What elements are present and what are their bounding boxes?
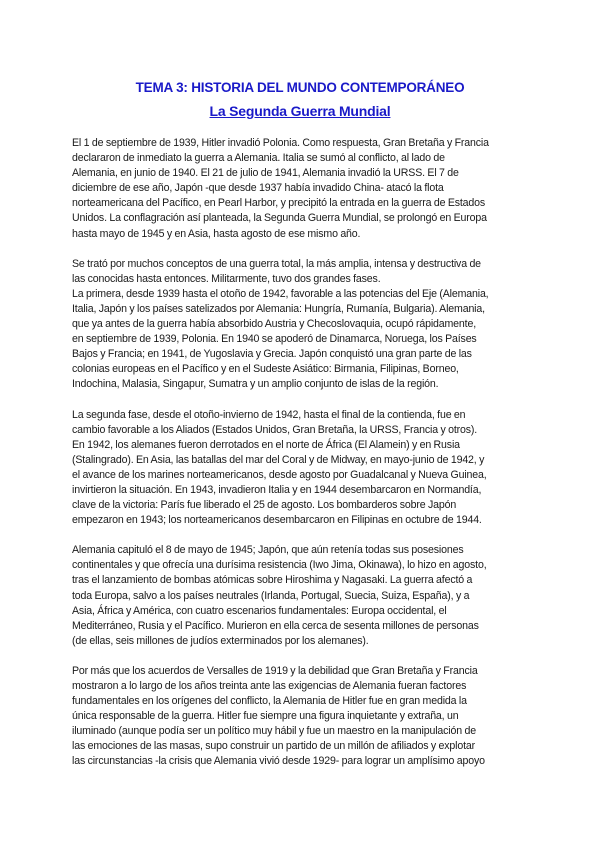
text-line: Asia, África y América, con cuatro escenarios fundamentales: Europa occidental, el (72, 604, 447, 617)
text-line: (Stalingrado). En Asia, las batallas del mar del Coral y de Midway, en mayo-junio de 1942, y (72, 453, 485, 466)
text-line: norteamericana del Pacífico, en Pearl Harbor, y precipitó la entrada en la guerra de Estados (72, 197, 486, 210)
page-title: TEMA 3: HISTORIA DEL MUNDO CONTEMPORÁNEO (135, 80, 465, 95)
text-line: La primera, desde 1939 hasta el otoño de 1942, favorable a las potencias del Eje (Alemania, (72, 287, 489, 300)
text-line: hasta mayo de 1945 y en Asia, hasta agosto de ese mismo año. (72, 227, 361, 240)
text-line: única responsable de la guerra. Hitler fue siempre una figura inquietante y extraña, un (72, 710, 459, 723)
text-line: continentales y que ofrecía una durísima resistencia (Iwo Jima, Okinawa), lo hizo en agosto, (72, 559, 487, 572)
text-line: iluminado (aunque podía ser un político muy hábil y fue un maestro en la manipulación de (72, 725, 476, 738)
text-line: Unidos. La conflagración así planteada, la Segunda Guerra Mundial, se prolongó en Europa (72, 212, 487, 225)
text-line: Mediterráneo, Rusia y el Pacífico. Murieron en ella cerca de sesenta millones de personas (72, 619, 479, 632)
text-line: El 1 de septiembre de 1939, Hitler invadió Polonia. Como respuesta, Gran Bretaña y Francia (72, 137, 489, 149)
paragraph (72, 408, 531, 529)
text-line: empezaron en 1943; los norteamericanos desembarcaron en Filipinas en octubre de 1944. (72, 514, 482, 527)
text-line: Indochina, Malasia, Singapur, Sumatra y un amplio conjunto de islas de la región. (72, 378, 439, 391)
text-line: La segunda fase, desde el otoño-invierno de 1942, hasta el final de la contienda, fue en (72, 408, 466, 421)
text-line: (de ellas, seis millones de judíos exterminados por los alemanes). (72, 634, 369, 647)
text-line: invirtieron la situación. En 1943, invadieron Italia y en 1944 desembarcaron en Normandía, (72, 483, 482, 496)
text-line: toda Europa, salvo a los países neutrales (Irlanda, Portugal, Suecia, Suiza, España), y a (72, 589, 470, 602)
text-line: diciembre de ese año, Japón -que desde 1937 había invadido China- atacó la flota (72, 182, 444, 195)
text-line: tras el lanzamiento de bombas atómicas sobre Hiroshima y Nagasaki. La guerra afectó a (72, 574, 473, 587)
page-subtitle: La Segunda Guerra Mundial (209, 103, 391, 119)
paragraph (72, 287, 531, 393)
text-line: declararon de inmediato la guerra a Alemania. Italia se sumó al conflicto, al lado de (72, 152, 445, 165)
paragraph (72, 257, 531, 287)
text-line: Se trató por muchos conceptos de una guerra total, la más amplia, intensa y destructiva de (72, 257, 481, 270)
text-line: En 1942, los alemanes fueron derrotados en el norte de África (El Alamein) y en Rusia (72, 438, 460, 451)
paragraph (72, 664, 531, 770)
text-line: Por más que los acuerdos de Versalles de 1919 y la debilidad que Gran Bretaña y Francia (72, 664, 478, 677)
paragraph (72, 543, 531, 649)
text-line: Alemania, en junio de 1940. El 21 de julio de 1941, Alemania invadió la URSS. El 7 de (72, 167, 459, 180)
text-line: en septiembre de 1939, Polonia. En 1940 se apoderó de Dinamarca, Noruega, los Países (72, 333, 477, 346)
text-line: las conocidas hasta entonces. Militarmente, tuvo dos grandes fases. (72, 272, 381, 285)
text-line: Bajos y Francia; en 1941, de Yugoslavia y Grecia. Japón conquistó una gran parte de las (72, 348, 472, 361)
text-line: clave de la victoria: París fue liberado el 25 de agosto. Los bombarderos sobre Japón (72, 499, 457, 512)
document-body (72, 136, 531, 785)
paragraph (72, 136, 531, 242)
text-line: Italia, Japón y los países satelizados por Alemania: Hungría, Rumanía, Bulgaria). Alemania, (72, 302, 485, 315)
text-line: Alemania capituló el 8 de mayo de 1945; Japón, que aún retenía todas sus posesiones (72, 544, 464, 557)
text-line: mostraron a lo largo de los años treinta ante las exigencias de Alemania fueran factores (72, 680, 467, 692)
text-line: que ya antes de la guerra había absorbido Austria y Checoslovaquia, ocupó rápidamente, (72, 318, 476, 331)
text-line: el avance de los marines norteamericanos, desde agosto por Guadalcanal y Nueva Guinea, (72, 468, 487, 481)
text-line: las emociones de las masas, supo construir un partido de un millón de afiliados y explotar (72, 740, 476, 753)
text-line: fundamentales en los orígenes del conflicto, la Alemania de Hitler fue en gran medida la (72, 695, 467, 708)
text-line: colonias europeas en el Pacífico y en el Sudeste Asiático: Birmania, Filipinas, Borneo, (72, 363, 459, 376)
text-line: cambio favorable a los Aliados (Estados Unidos, Gran Bretaña, la URSS, Francia y otros). (72, 423, 478, 436)
text-line: las circunstancias -la crisis que Alemania vivió desde 1929- para lograr un amplísimo apoyo (72, 755, 485, 768)
